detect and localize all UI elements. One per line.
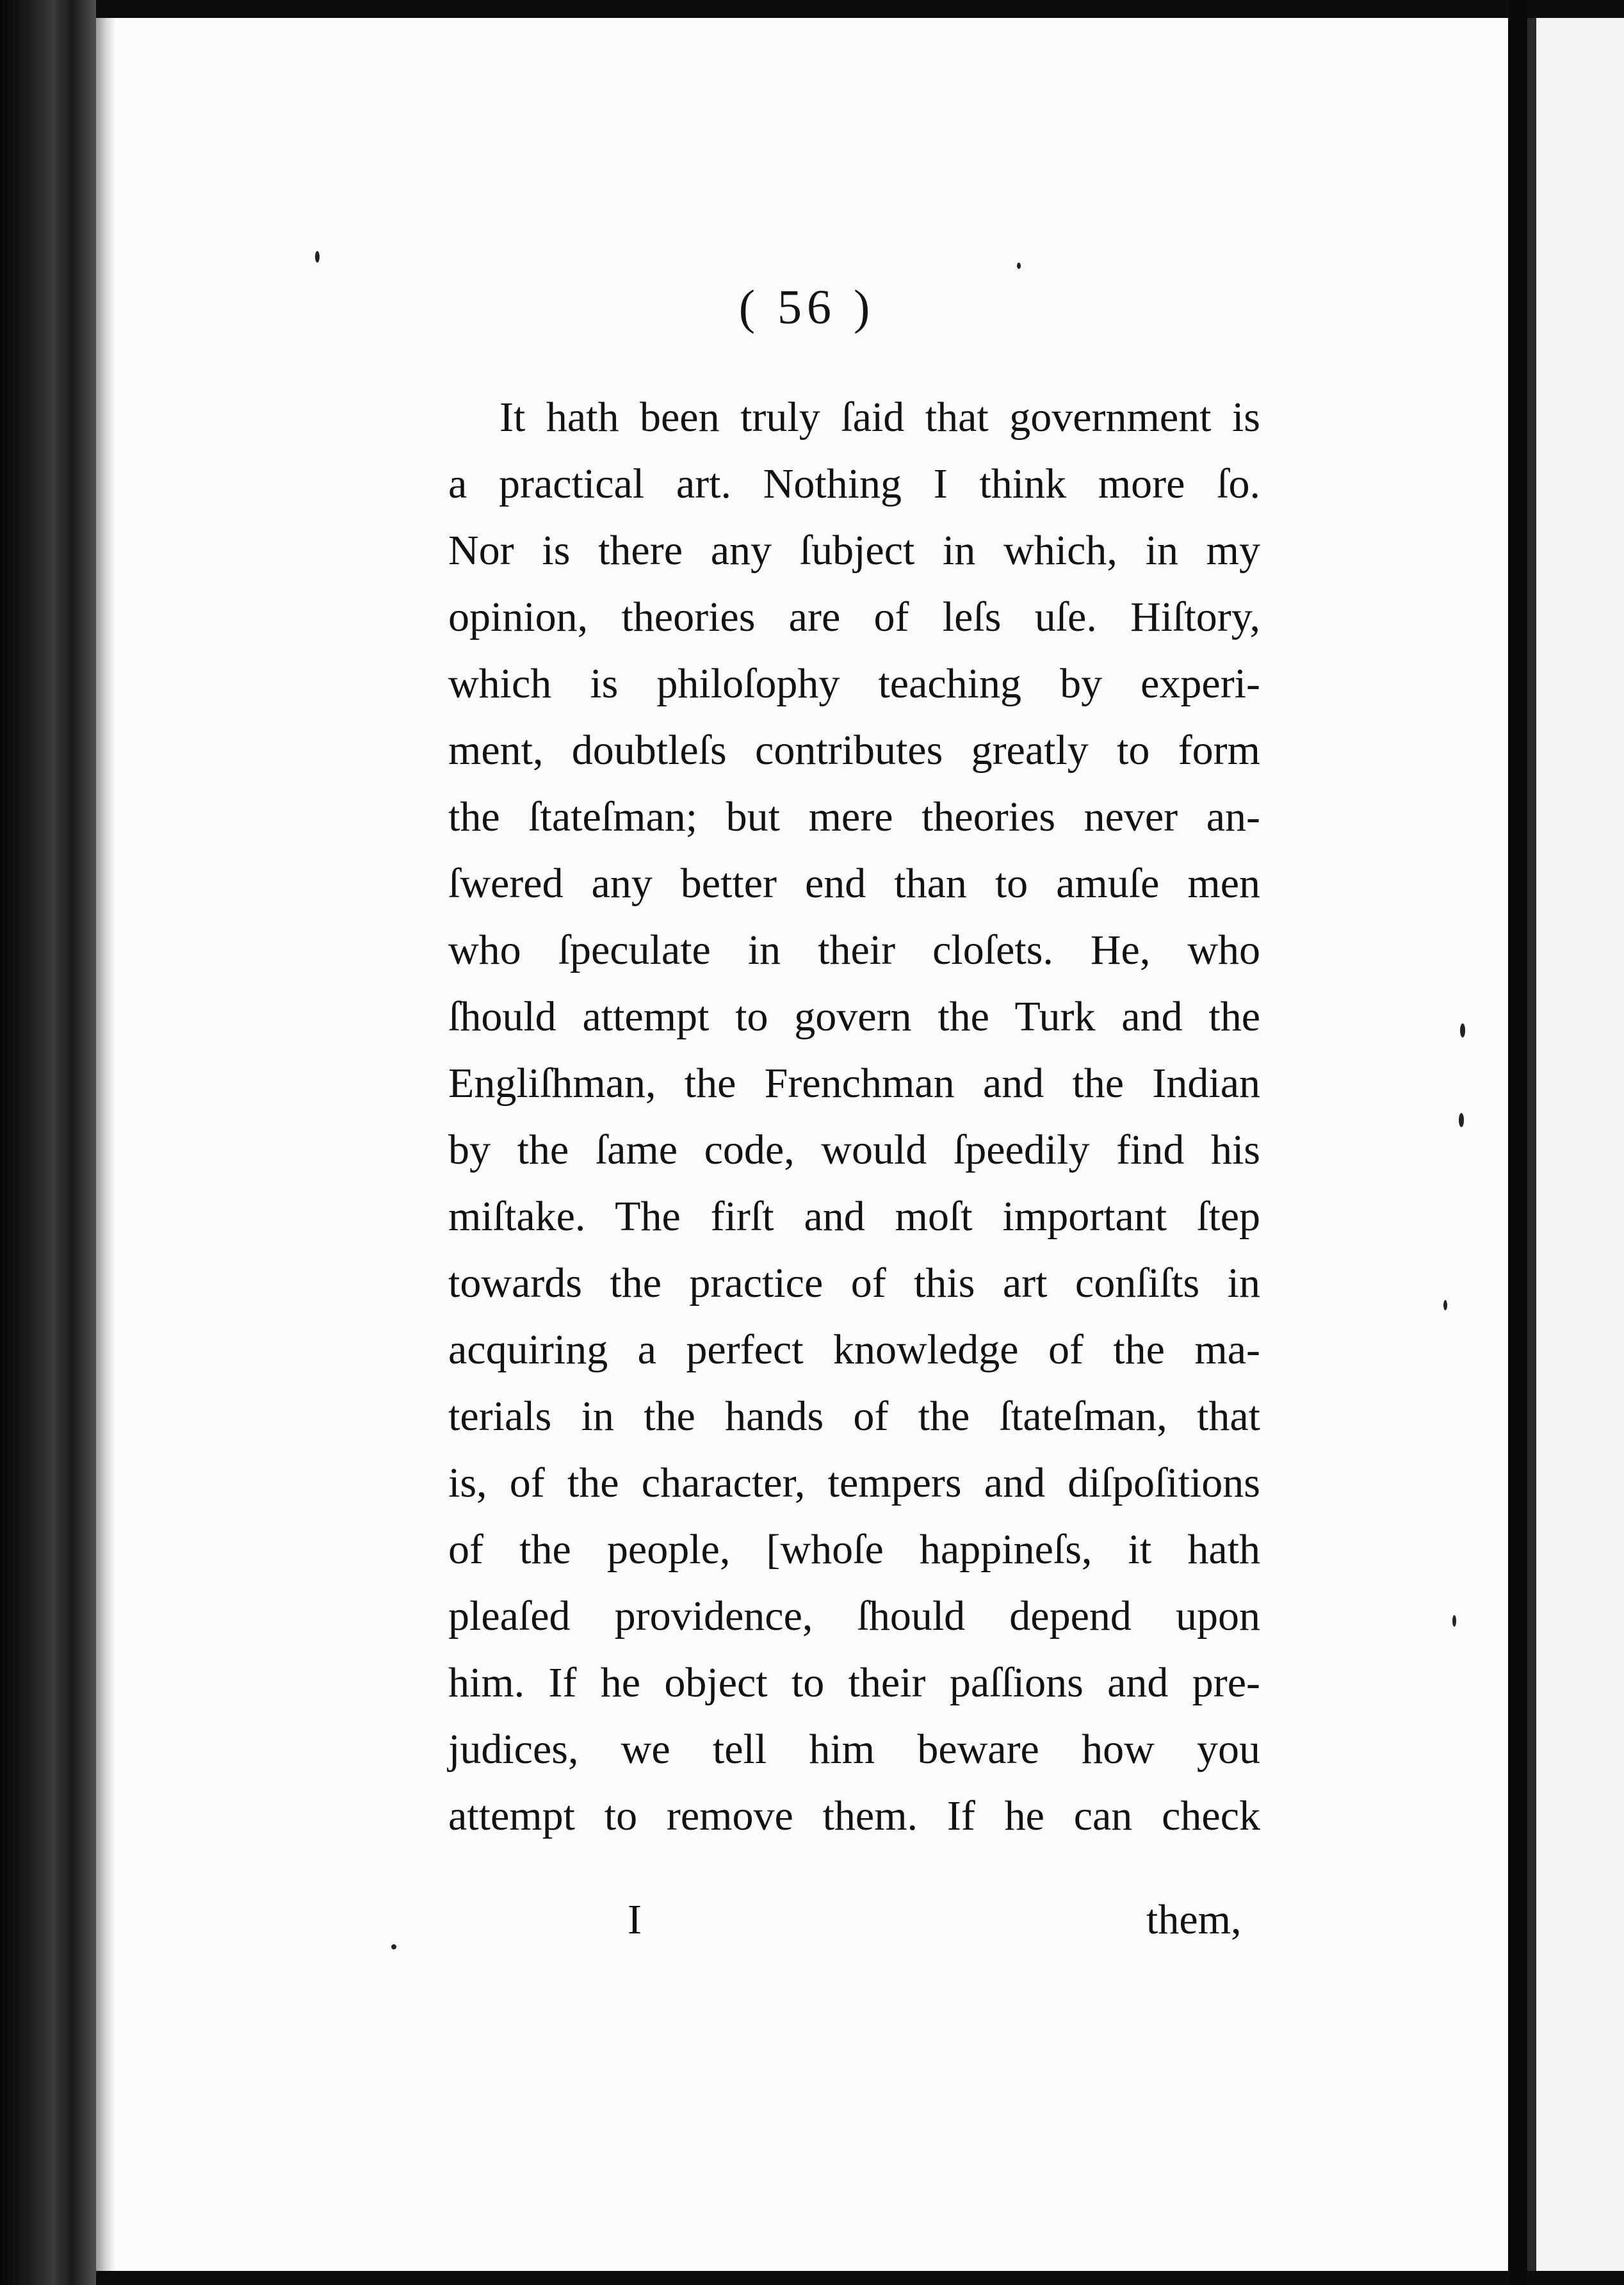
text-line: attempt to remove them. If he can check	[448, 1793, 1260, 1839]
text-line: judices, we tell him beware how you	[448, 1726, 1260, 1773]
print-speck	[1017, 263, 1021, 269]
text-line: acquiring a perfect knowledge of the ma-	[448, 1326, 1260, 1373]
text-line: which is philoſophy teaching by experi-	[448, 660, 1260, 707]
text-line: miſtake. The firſt and moſt important ſtep	[448, 1193, 1260, 1240]
text-line: ment, doubtleſs contributes greatly to form	[448, 727, 1260, 774]
print-speck	[1452, 1615, 1456, 1627]
next-page-edge	[1527, 18, 1624, 2271]
text-line: terials in the hands of the ſtateſman, that	[448, 1393, 1260, 1440]
text-line: the ſtateſman; but mere theories never an-	[448, 793, 1260, 840]
text-line: It hath been truly ſaid that government is	[499, 394, 1260, 441]
page-number: ( 56 )	[738, 281, 875, 334]
text-line: a practical art. Nothing I think more ſo.	[448, 460, 1260, 507]
print-speck	[315, 251, 320, 263]
text-line: ſhould attempt to govern the Turk and the	[448, 993, 1260, 1040]
text-line: towards the practice of this art conſiſts in	[448, 1260, 1260, 1306]
book-spine-edge	[0, 0, 96, 2285]
text-line: of the people, [whoſe happineſs, it hath	[448, 1526, 1260, 1573]
print-speck	[391, 1944, 396, 1949]
body-text	[448, 384, 1260, 1850]
text-line: Engliſhman, the Frenchman and the Indian	[448, 1060, 1260, 1107]
next-page-edge-shade	[1527, 18, 1536, 2271]
signature-mark: I	[628, 1896, 642, 1943]
print-speck	[1443, 1300, 1447, 1310]
text-line: who ſpeculate in their cloſets. He, who	[448, 927, 1260, 973]
text-line: by the ſame code, would ſpeedily find his	[448, 1126, 1260, 1173]
text-line: him. If he object to their paſſions and pre-	[448, 1659, 1260, 1706]
print-speck	[1459, 1113, 1464, 1127]
page-gutter	[1508, 0, 1527, 2285]
page-edge-shadow	[96, 18, 115, 2271]
text-line: ſwered any better end than to amuſe men	[448, 860, 1260, 907]
print-speck	[1460, 1023, 1465, 1037]
text-line: Nor is there any ſubject in which, in my	[448, 527, 1260, 574]
catchword: them,	[1146, 1896, 1242, 1943]
text-line: is, of the character, tempers and diſpoſitions	[448, 1460, 1260, 1506]
text-line: pleaſed providence, ſhould depend upon	[448, 1593, 1260, 1639]
text-line: opinion, theories are of leſs uſe. Hiſtory,	[448, 594, 1260, 640]
